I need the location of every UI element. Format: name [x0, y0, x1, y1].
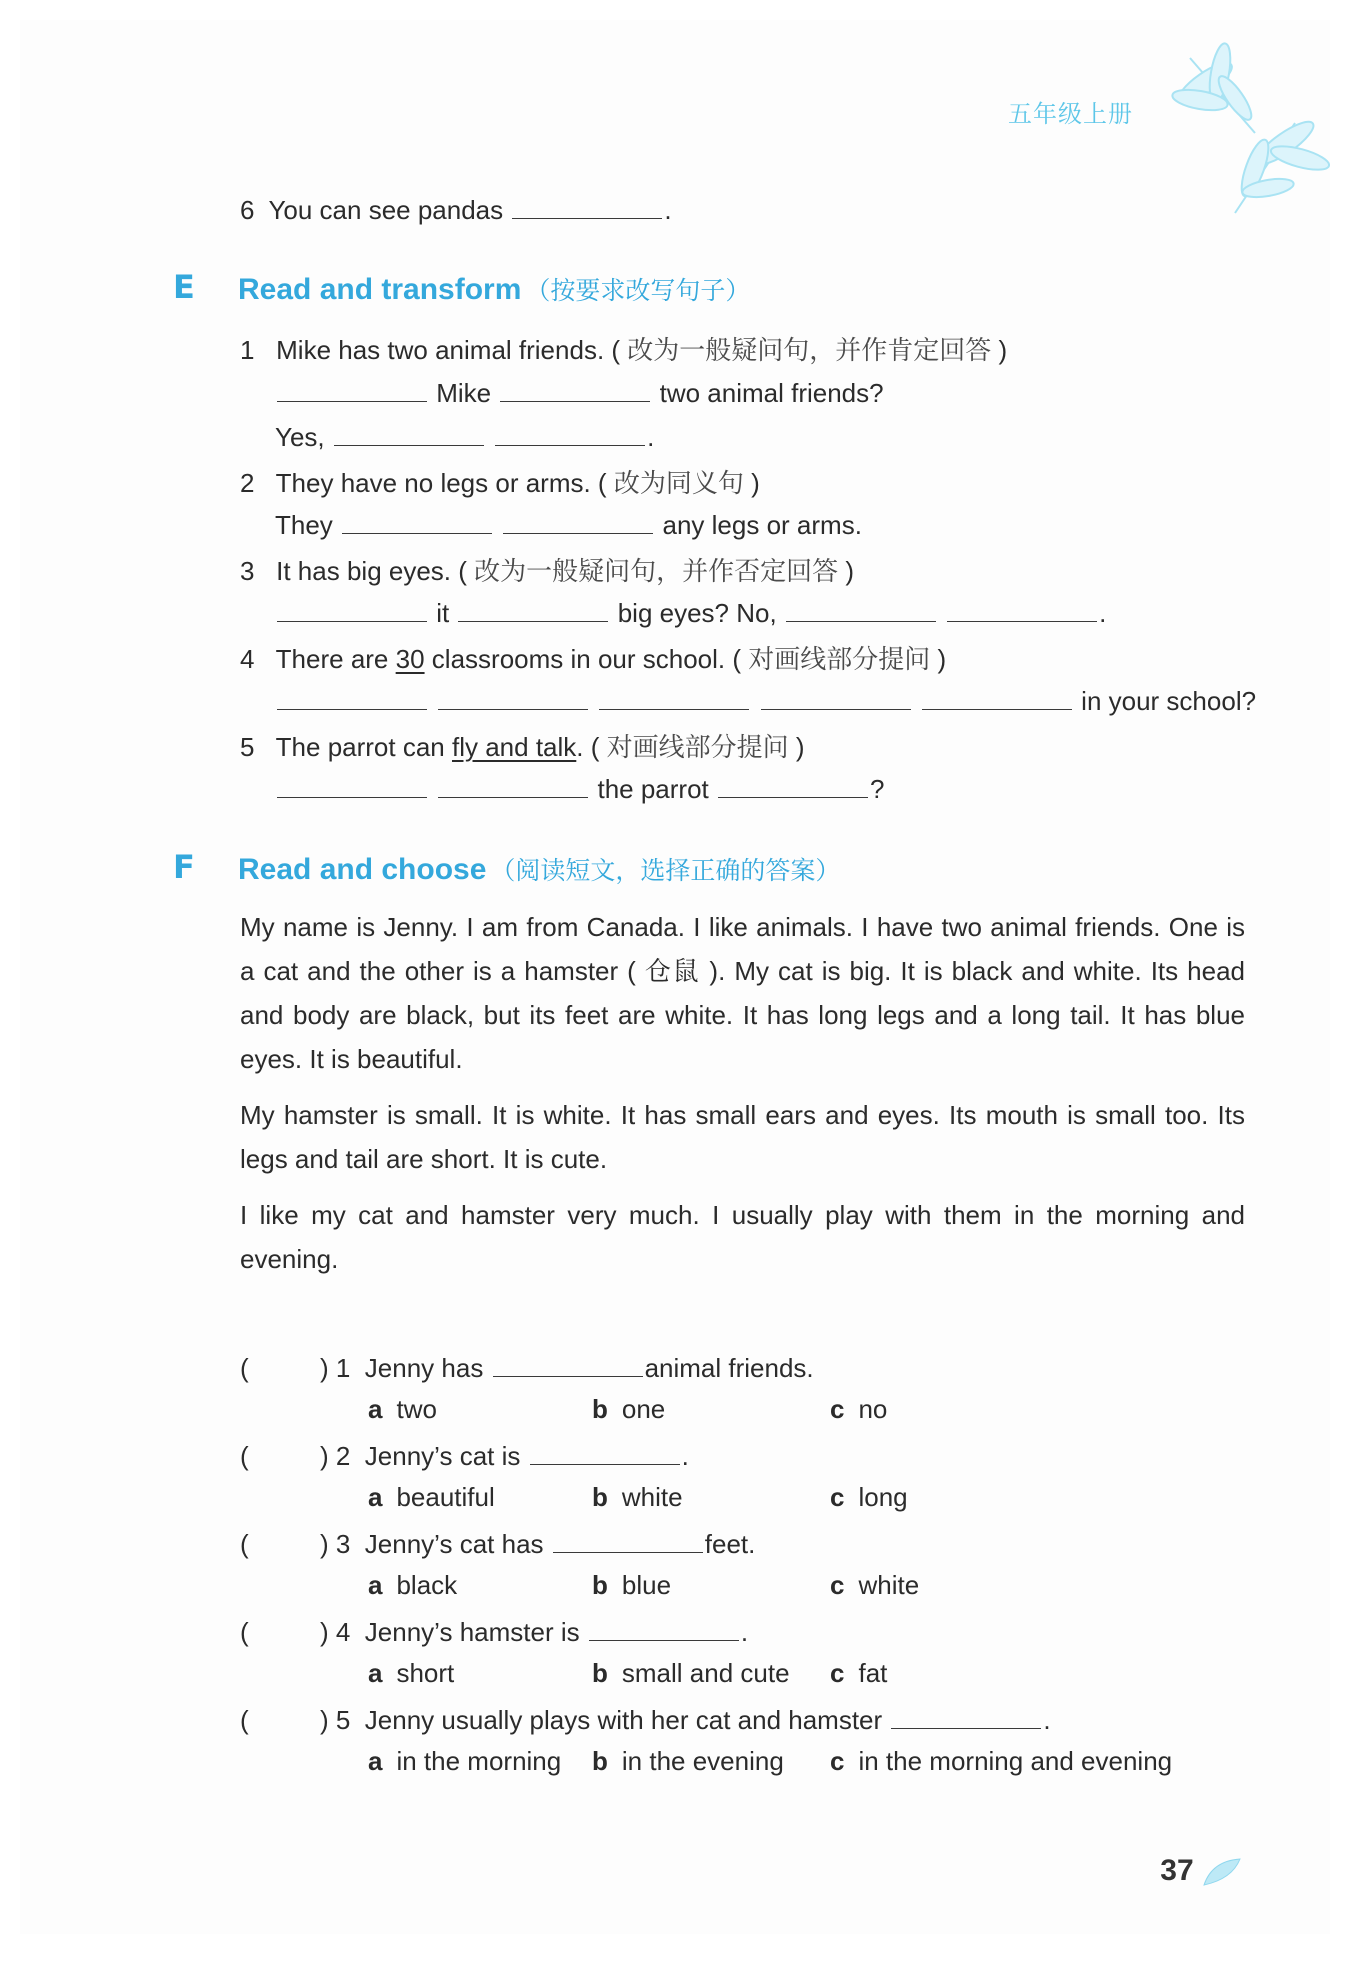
- answer-paren[interactable]: (: [240, 1441, 249, 1471]
- option-letter: a: [368, 1658, 383, 1688]
- question-e3: 3 It has big eyes. ( 改为一般疑问句，并作否定回答 ): [240, 556, 855, 586]
- answer-line: in your school?: [275, 683, 1256, 717]
- answer-blank[interactable]: [553, 1526, 703, 1553]
- option-letter: c: [830, 1482, 845, 1512]
- question-number: ) 4: [320, 1617, 351, 1647]
- mc-question: ( ) 3 Jenny’s cat has feet.: [240, 1526, 755, 1560]
- question-e1: 1 Mike has two animal friends. ( 改为一般疑问句，并作肯定回答 ): [240, 335, 1008, 365]
- item-text: You can see pandas: [268, 195, 504, 225]
- option-a[interactable]: [368, 1658, 454, 1689]
- section-letter: E: [173, 268, 195, 306]
- answer-blank[interactable]: [277, 595, 427, 622]
- answer-blank[interactable]: [922, 683, 1072, 710]
- question-number: ) 1: [320, 1353, 351, 1383]
- option-a[interactable]: [368, 1482, 495, 1513]
- question-stem: Jenny has: [364, 1353, 484, 1383]
- answer-blank[interactable]: [530, 1438, 680, 1465]
- answer-blank[interactable]: [277, 683, 427, 710]
- option-letter: a: [368, 1570, 383, 1600]
- option-text: blue: [621, 1570, 672, 1600]
- answer-line: They any legs or arms.: [275, 507, 862, 541]
- answer-blank[interactable]: [599, 683, 749, 710]
- answer-line: Yes, .: [275, 419, 654, 453]
- option-b[interactable]: [592, 1570, 671, 1601]
- option-letter: b: [592, 1570, 608, 1600]
- answer-blank[interactable]: [495, 419, 645, 446]
- item-number: 6: [240, 195, 255, 225]
- option-c[interactable]: [830, 1482, 908, 1513]
- answer-line: the parrot ?: [275, 771, 884, 805]
- answer-blank[interactable]: [493, 1350, 643, 1377]
- question-stem: Jenny’s cat has: [364, 1529, 544, 1559]
- option-c[interactable]: [830, 1658, 887, 1689]
- option-a[interactable]: [368, 1570, 457, 1601]
- option-letter: c: [830, 1570, 845, 1600]
- section-title: Read and choose （阅读短文，选择正确的答案）: [238, 853, 841, 886]
- question-number: ) 5: [320, 1705, 351, 1735]
- option-text: in the evening: [621, 1746, 784, 1776]
- option-c[interactable]: [830, 1746, 1172, 1777]
- option-letter: b: [592, 1658, 608, 1688]
- paragraph: My name is Jenny. I am from Canada. I like animals. I have two animal friends. One is a cat and the other is a hamster ( 仓鼠 ). My cat is big. It is black and white. Its head and body are black, but its feet are white. It has long legs and a long tail. It has blue eyes. It is beautiful.: [240, 912, 1245, 1074]
- page-number: 37: [1160, 1854, 1242, 1888]
- answer-blank[interactable]: [761, 683, 911, 710]
- answer-blank[interactable]: [458, 595, 608, 622]
- answer-blank[interactable]: [503, 507, 653, 534]
- question-number: ) 2: [320, 1441, 351, 1471]
- answer-blank[interactable]: [277, 771, 427, 798]
- answer-blank[interactable]: [438, 683, 588, 710]
- header-title: 五年级上册: [1008, 101, 1133, 128]
- question-stem: Jenny’s cat is: [364, 1441, 521, 1471]
- section-title: Read and transform （按要求改写句子）: [238, 273, 751, 306]
- option-letter: c: [830, 1394, 845, 1424]
- mc-question: ( ) 4 Jenny’s hamster is .: [240, 1614, 748, 1648]
- item-6: 6 You can see pandas .: [240, 192, 672, 226]
- dragonfly-icon: [1160, 38, 1330, 228]
- option-b[interactable]: [592, 1658, 790, 1689]
- option-text: fat: [858, 1658, 888, 1688]
- paragraph: My hamster is small. It is white. It has small ears and eyes. Its mouth is small too. Its legs and tail are short. It is cute.: [240, 1100, 1245, 1174]
- answer-line: it big eyes? No, .: [275, 595, 1106, 629]
- answer-blank[interactable]: [342, 507, 492, 534]
- option-text: short: [396, 1658, 455, 1688]
- option-text: one: [621, 1394, 666, 1424]
- option-b[interactable]: [592, 1394, 665, 1425]
- option-text: white: [621, 1482, 683, 1512]
- question-stem: Jenny usually plays with her cat and hamster: [364, 1705, 883, 1735]
- answer-blank[interactable]: [589, 1614, 739, 1641]
- option-a[interactable]: [368, 1746, 561, 1777]
- option-text: beautiful: [396, 1482, 495, 1512]
- answer-blank[interactable]: [512, 192, 662, 219]
- question-number: ) 3: [320, 1529, 351, 1559]
- option-letter: c: [830, 1658, 845, 1688]
- mc-question: ( ) 2 Jenny’s cat is .: [240, 1438, 689, 1472]
- option-text: no: [858, 1394, 888, 1424]
- workbook-page: [20, 20, 1330, 1934]
- option-text: in the morning: [396, 1746, 562, 1776]
- mc-question: ( ) 5 Jenny usually plays with her cat and hamster .: [240, 1702, 1051, 1736]
- option-text: long: [858, 1482, 908, 1512]
- option-letter: b: [592, 1746, 608, 1776]
- option-letter: b: [592, 1482, 608, 1512]
- answer-paren[interactable]: (: [240, 1705, 249, 1735]
- option-letter: c: [830, 1746, 845, 1776]
- answer-blank[interactable]: [786, 595, 936, 622]
- option-letter: a: [368, 1746, 383, 1776]
- option-text: black: [396, 1570, 458, 1600]
- option-a[interactable]: [368, 1394, 437, 1425]
- answer-blank[interactable]: [334, 419, 484, 446]
- answer-blank[interactable]: [500, 375, 650, 402]
- answer-blank[interactable]: [277, 375, 427, 402]
- answer-paren[interactable]: (: [240, 1353, 249, 1383]
- answer-blank[interactable]: [891, 1702, 1041, 1729]
- option-text: two: [396, 1394, 437, 1424]
- option-letter: a: [368, 1394, 383, 1424]
- option-letter: a: [368, 1482, 383, 1512]
- answer-blank[interactable]: [947, 595, 1097, 622]
- section-letter: F: [173, 848, 195, 886]
- answer-paren[interactable]: (: [240, 1529, 249, 1559]
- question-e4: 4 There are 30 classrooms in our school. ( 对画线部分提问 ): [240, 644, 947, 674]
- answer-paren[interactable]: (: [240, 1617, 249, 1647]
- answer-blank[interactable]: [718, 771, 868, 798]
- option-b[interactable]: [592, 1746, 784, 1777]
- option-text: in the morning and evening: [858, 1746, 1173, 1776]
- paragraph: I like my cat and hamster very much. I usually play with them in the morning and evening.: [240, 1200, 1245, 1274]
- leaf-icon: [1202, 1857, 1242, 1887]
- option-c[interactable]: [830, 1570, 919, 1601]
- option-letter: b: [592, 1394, 608, 1424]
- answer-line: Mike two animal friends?: [275, 375, 884, 409]
- answer-blank[interactable]: [438, 771, 588, 798]
- reading-passage: [240, 905, 1245, 1281]
- option-c[interactable]: [830, 1394, 887, 1425]
- option-text: white: [858, 1570, 920, 1600]
- mc-question: ( ) 1 Jenny has animal friends.: [240, 1350, 814, 1384]
- question-stem: Jenny’s hamster is: [364, 1617, 580, 1647]
- option-b[interactable]: [592, 1482, 683, 1513]
- option-text: small and cute: [621, 1658, 790, 1688]
- question-e2: 2 They have no legs or arms. ( 改为同义句 ): [240, 468, 760, 498]
- question-e5: 5 The parrot can fly and talk. ( 对画线部分提问 ): [240, 732, 805, 762]
